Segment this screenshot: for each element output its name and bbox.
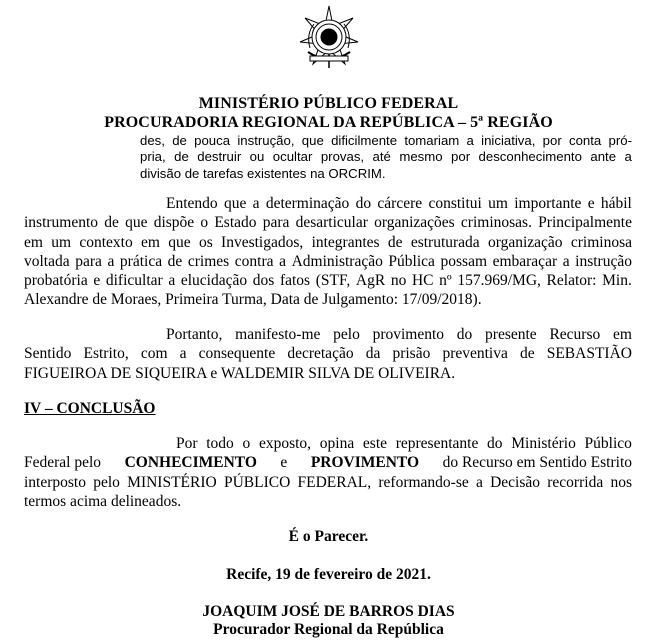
paragraph-line: Entendo que a determinação do cárcere constitui um importante e hábil (166, 195, 632, 212)
paragraph-line: instrumento de que dispõe o Estado para desarticular organizações criminosas. Principalmente (24, 214, 632, 232)
paragraph-line: em um contexto em que os Investigados, integrantes de estruturada organização criminosa (24, 233, 632, 251)
paragraph-line: Alexandre de Moraes, Primeira Turma, Data de Julgamento: 17/09/2018). (24, 291, 482, 309)
paragraph-line: Portanto, manifesto-me pelo provimento do presente Recurso em (166, 326, 632, 343)
paragraph-carcere (24, 194, 632, 310)
paragraph-conclusao (24, 434, 632, 511)
header-ministry: MINISTÉRIO PÚBLICO FEDERAL (198, 95, 459, 112)
paragraph-line: probatória e dificultar a elucidação dos fatos (STF, AgR no HC nº 157.969/MG, Relator: Min. (24, 272, 632, 290)
place-date: Recife, 19 de fevereiro de 2021. (226, 566, 431, 583)
quote-line: des, de pouca instrução, que dificilmente tomariam a iniciativa, por conta pró- (140, 133, 632, 148)
quote-line: divisão de tarefas existentes na ORCRIM. (140, 165, 386, 181)
bold-term: PROVIMENTO (310, 454, 420, 472)
paragraph-line: termos acima delineados. (24, 492, 182, 510)
paragraph-line: voltada para a prática de crimes contra a Administração Pública possam embaraçar a instrução (24, 252, 632, 270)
paragraph-line: Por todo o exposto, opina este representante do Ministério Público (176, 435, 632, 452)
quote-line: pria, de destruir ou ocultar provas, até mesmo por desconhecimento ante a (140, 149, 632, 165)
signatory-name: JOAQUIM JOSÉ DE BARROS DIAS (202, 603, 455, 620)
bold-term: CONHECIMENTO (124, 454, 257, 472)
paragraph-line: Federal pelo CONHECIMENTO e PROVIMENTO do Recurso em Sentido Estrito (24, 454, 632, 472)
paragraph-line: interposto pelo MINISTÉRIO PÚBLICO FEDERAL, reformando-se a Decisão recorrida nos (24, 473, 632, 491)
coat-of-arms-icon (296, 4, 362, 70)
paragraph-line: FIGUEIROA DE SIQUEIRA e WALDEMIR SILVA DE OLIVEIRA. (24, 364, 456, 382)
header-procuradoria: PROCURADORIA REGIONAL DA REPÚBLICA – 5ª REGIÃO (104, 114, 553, 131)
paragraph-line: Sentido Estrito, com a consequente decretação da prisão preventiva de SEBASTIÃO (24, 345, 632, 363)
signatory-title: Procurador Regional da República (213, 621, 444, 638)
paragraph-portanto (24, 325, 632, 383)
section-title: IV – CONCLUSÃO (24, 400, 156, 417)
closing-statement: É o Parecer. (288, 528, 369, 545)
quoted-citation (140, 133, 632, 182)
